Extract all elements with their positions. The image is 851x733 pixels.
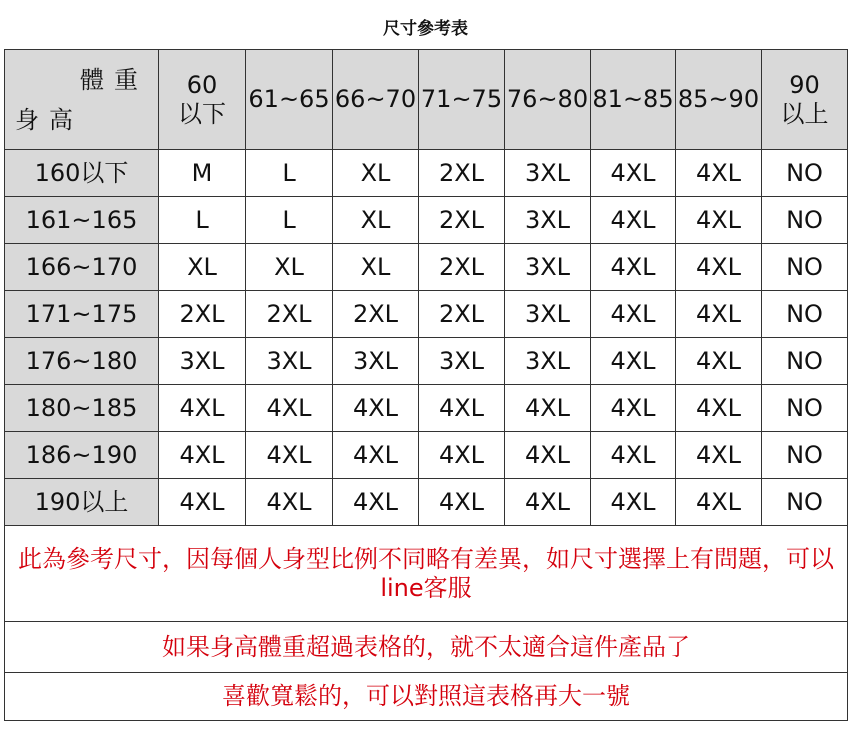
table-row xyxy=(5,479,848,526)
size-cell: 4XL xyxy=(676,338,762,385)
size-cell: L xyxy=(159,197,246,244)
note-row xyxy=(5,526,848,622)
height-cell: 180~185 xyxy=(5,385,159,432)
size-cell: 4XL xyxy=(246,385,333,432)
height-cell: 161~165 xyxy=(5,197,159,244)
size-cell: 4XL xyxy=(419,385,505,432)
size-cell: 4XL xyxy=(591,432,676,479)
weight-header-cell xyxy=(419,50,505,150)
weight-header-line2: 以上 xyxy=(780,99,829,128)
table-row xyxy=(5,197,848,244)
size-cell: M xyxy=(159,150,246,197)
size-cell: NO xyxy=(762,432,848,479)
weight-header-line1: 61~65 xyxy=(248,85,330,114)
size-cell: 4XL xyxy=(333,479,419,526)
size-cell: 3XL xyxy=(505,291,591,338)
note-text: 此為參考尺寸，因每個人身型比例不同略有差異，如尺寸選擇上有問題，可以line客服 xyxy=(5,526,848,622)
size-cell: XL xyxy=(333,244,419,291)
weight-header-line1: 90 xyxy=(789,70,820,99)
weight-header-cell xyxy=(762,50,848,150)
weight-header-line1: 76~80 xyxy=(506,85,589,114)
size-cell: 4XL xyxy=(676,291,762,338)
size-cell: 2XL xyxy=(419,291,505,338)
note-row xyxy=(5,622,848,673)
note-row xyxy=(5,673,848,721)
size-cell: NO xyxy=(762,385,848,432)
size-cell: 4XL xyxy=(159,385,246,432)
size-cell: L xyxy=(246,150,333,197)
height-cell: 160以下 xyxy=(5,150,159,197)
header-row xyxy=(5,50,848,150)
table-row xyxy=(5,385,848,432)
size-cell: 4XL xyxy=(333,432,419,479)
weight-header-line1: 60 xyxy=(186,70,218,99)
weight-header-line2: 以下 xyxy=(178,99,226,128)
size-cell: 4XL xyxy=(591,385,676,432)
size-cell: 4XL xyxy=(591,291,676,338)
table-row xyxy=(5,291,848,338)
weight-header-cell xyxy=(159,50,246,150)
size-cell: NO xyxy=(762,150,848,197)
size-cell: NO xyxy=(762,291,848,338)
table-row xyxy=(5,338,848,385)
size-cell: 2XL xyxy=(419,150,505,197)
weight-header-cell xyxy=(505,50,591,150)
weight-header-line1: 85~90 xyxy=(677,85,760,114)
size-cell: XL xyxy=(159,244,246,291)
weight-header-line1: 71~75 xyxy=(420,85,503,114)
corner-header-cell xyxy=(5,50,159,150)
size-cell: 4XL xyxy=(676,479,762,526)
size-cell: 4XL xyxy=(246,479,333,526)
size-cell: XL xyxy=(246,244,333,291)
size-cell: 4XL xyxy=(676,197,762,244)
size-cell: 4XL xyxy=(676,150,762,197)
height-cell: 186~190 xyxy=(5,432,159,479)
size-cell: 4XL xyxy=(505,385,591,432)
size-cell: 3XL xyxy=(505,150,591,197)
size-cell: 4XL xyxy=(591,479,676,526)
page-title: 尺寸參考表 xyxy=(383,19,468,39)
weight-header-cell xyxy=(676,50,762,150)
size-cell: 4XL xyxy=(591,150,676,197)
size-cell: L xyxy=(246,197,333,244)
note-text: 如果身高體重超過表格的，就不太適合這件產品了 xyxy=(5,622,848,673)
size-cell: 4XL xyxy=(333,385,419,432)
weight-header-line1: 66~70 xyxy=(334,85,417,114)
size-cell: 2XL xyxy=(159,291,246,338)
size-cell: 4XL xyxy=(505,432,591,479)
size-cell: 3XL xyxy=(159,338,246,385)
size-cell: 4XL xyxy=(505,479,591,526)
weight-header-cell xyxy=(591,50,676,150)
size-cell: 4XL xyxy=(159,479,246,526)
size-cell: 4XL xyxy=(419,479,505,526)
height-cell: 176~180 xyxy=(5,338,159,385)
size-cell: 3XL xyxy=(505,197,591,244)
weight-header-cell xyxy=(333,50,419,150)
weight-header-cell xyxy=(246,50,333,150)
size-cell: 2XL xyxy=(333,291,419,338)
table-row xyxy=(5,150,848,197)
size-cell: 4XL xyxy=(591,338,676,385)
size-cell: 2XL xyxy=(419,244,505,291)
height-cell: 190以上 xyxy=(5,479,159,526)
size-cell: 4XL xyxy=(419,432,505,479)
size-cell: NO xyxy=(762,244,848,291)
size-cell: NO xyxy=(762,197,848,244)
size-cell: 3XL xyxy=(333,338,419,385)
size-cell: 4XL xyxy=(591,197,676,244)
size-cell: 4XL xyxy=(591,244,676,291)
weight-header-line1: 81~85 xyxy=(592,85,674,114)
size-cell: NO xyxy=(762,479,848,526)
height-axis-label: 身高 xyxy=(15,106,83,135)
size-chart-table xyxy=(4,49,848,721)
size-cell: 4XL xyxy=(159,432,246,479)
size-cell: 4XL xyxy=(676,432,762,479)
size-cell: XL xyxy=(333,150,419,197)
note-text: 喜歡寬鬆的，可以對照這表格再大一號 xyxy=(5,673,848,721)
height-cell: 166~170 xyxy=(5,244,159,291)
table-row xyxy=(5,244,848,291)
height-cell: 171~175 xyxy=(5,291,159,338)
size-cell: 4XL xyxy=(246,432,333,479)
size-cell: NO xyxy=(762,338,848,385)
size-cell: 2XL xyxy=(419,197,505,244)
size-cell: XL xyxy=(333,197,419,244)
size-cell: 3XL xyxy=(246,338,333,385)
size-cell: 3XL xyxy=(505,244,591,291)
size-cell: 3XL xyxy=(419,338,505,385)
table-row xyxy=(5,432,848,479)
size-cell: 4XL xyxy=(676,385,762,432)
size-cell: 4XL xyxy=(676,244,762,291)
size-cell: 3XL xyxy=(505,338,591,385)
size-cell: 2XL xyxy=(246,291,333,338)
weight-axis-label: 體重 xyxy=(80,66,148,94)
